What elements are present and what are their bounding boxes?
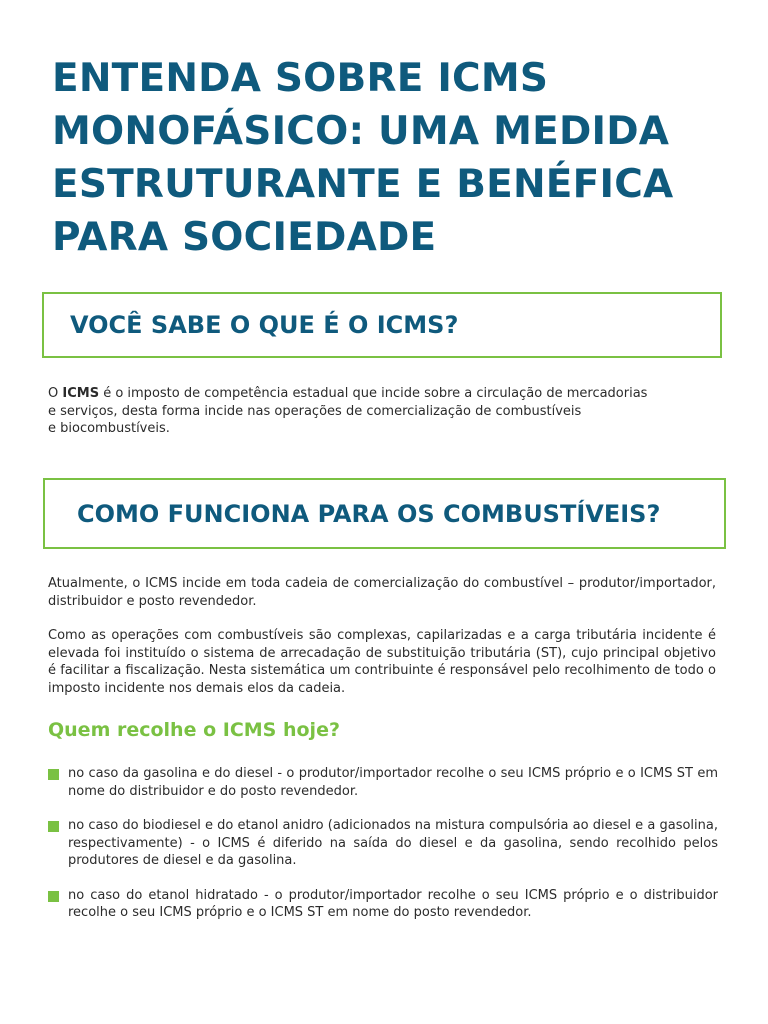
definition-line-1: [48, 385, 728, 403]
green-square-bullet-icon: [48, 769, 59, 780]
green-square-bullet-icon: [48, 891, 59, 902]
list-item: [48, 765, 718, 800]
who-collects-list: [48, 765, 718, 939]
list-item-text: no caso do biodiesel e do etanol anidro (adicionados na mistura compulsória ao diesel e a gasolina, respectivamente) - o ICMS é diferido na saída do diesel e da gasolina, sendo recolhido pelos produtores de diesel e da gasolina.: [68, 818, 718, 868]
section-heading-how-it-works: COMO FUNCIONA PARA OS COMBUSTÍVEIS?: [77, 499, 661, 528]
icms-definition-paragraph: [48, 385, 728, 438]
definition-line-3: e biocombustíveis.: [48, 421, 170, 436]
green-square-bullet-icon: [48, 821, 59, 832]
definition-line-2: e serviços, desta forma incide nas operações de comercialização de combustíveis: [48, 403, 582, 419]
list-item-text: no caso da gasolina e do diesel - o produtor/importador recolhe o seu ICMS próprio e o ICMS ST em nome do distribuidor e do posto revendedor.: [68, 766, 718, 799]
subheading-who-collects: Quem recolhe o ICMS hoje?: [48, 719, 340, 741]
definition-prefix: O: [48, 386, 63, 401]
paragraph-currently: Atualmente, o ICMS incide em toda cadeia de comercialização do combustível – produtor/importador, distribuidor e posto revendedor.: [48, 576, 716, 609]
list-item: [48, 817, 718, 870]
list-item: [48, 887, 718, 922]
paragraph-substitution-system: Como as operações com combustíveis são complexas, capilarizadas e a carga tributária incidente é elevada foi instituído o sistema de arrecadação de substituição tributária (ST), cujo principal objetivo é facilitar a fiscalização. Nesta sistemática um contribuinte é responsável pelo recolhimento de todo o imposto incidente nos demais elos da cadeia.: [48, 628, 716, 696]
page-title: ENTENDA SOBRE ICMS MONOFÁSICO: UMA MEDIDA ESTRUTURANTE E BENÉFICA PARA SOCIEDADE: [52, 56, 674, 260]
section-box-how-it-works: [43, 478, 726, 549]
section-heading-what-is-icms: VOCÊ SABE O QUE É O ICMS?: [70, 311, 459, 339]
definition-bold-term: ICMS: [62, 386, 100, 401]
section-box-what-is-icms: [42, 292, 722, 358]
definition-line-1-rest: é o imposto de competência estadual que incide sobre a circulação de mercadorias: [99, 386, 648, 401]
list-item-text: no caso do etanol hidratado - o produtor/importador recolhe o seu ICMS próprio e o distribuidor recolhe o seu ICMS próprio e o ICMS ST em nome do posto revendedor.: [68, 887, 718, 920]
